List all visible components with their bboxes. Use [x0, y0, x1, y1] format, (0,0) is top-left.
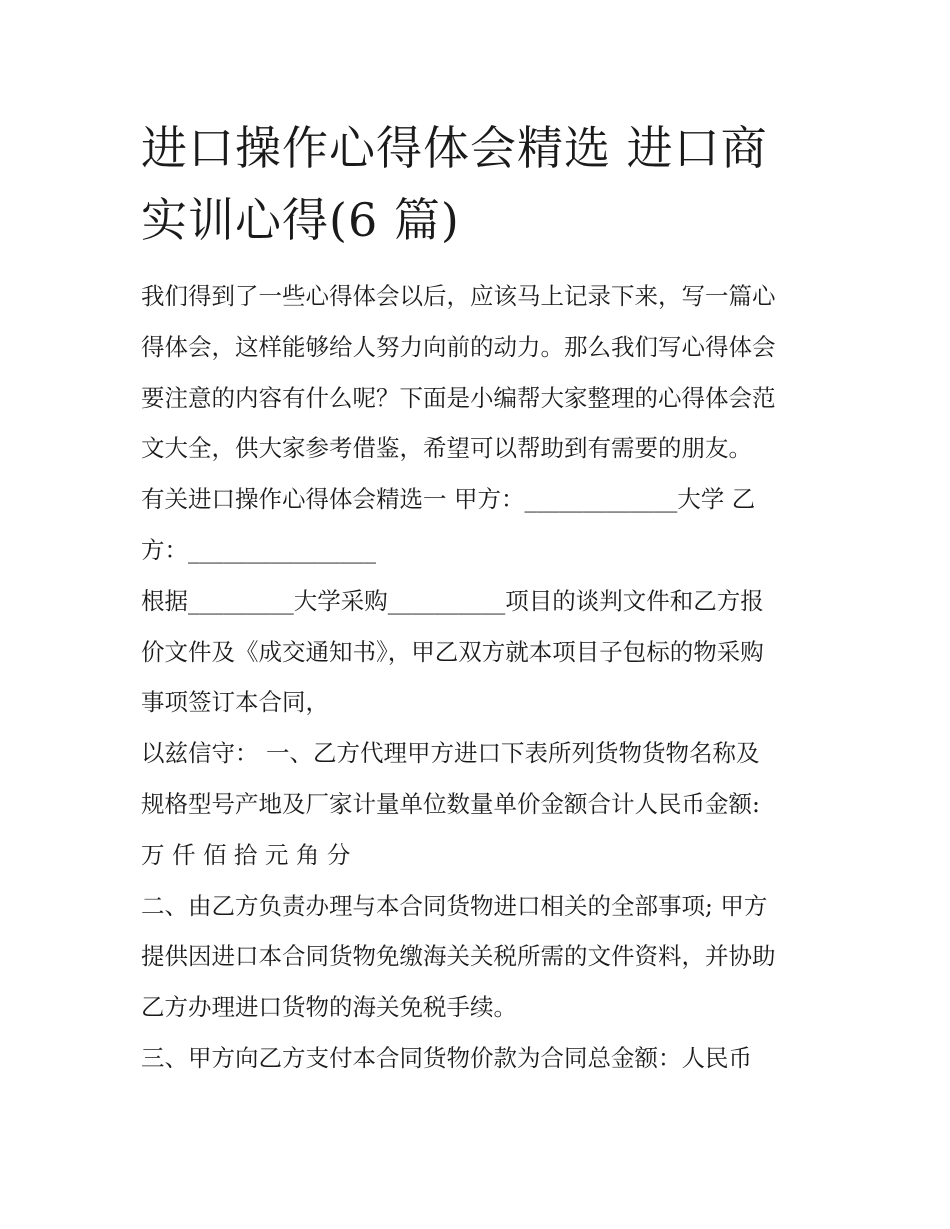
body-line: 三、甲方向乙方支付本合同货物价款为合同总金额：人民币 [141, 1043, 752, 1072]
body-line: 二、由乙方负责办理与本合同货物进口相关的全部事项; 甲方 [141, 891, 768, 920]
body-line: 我们得到了一些心得体会以后，应该马上记录下来，写一篇心 [141, 282, 776, 310]
body-line: 要注意的内容有什么呢？下面是小编帮大家整理的心得体会范 [141, 383, 776, 412]
body-line: 根据_________大学采购__________项目的谈判文件和乙方报 [141, 586, 764, 615]
body-line: 提供因进口本合同货物免缴海关关税所需的文件资料，并协助 [141, 942, 776, 971]
body-line: 规格型号产地及厂家计量单位数量单价金额合计人民币金额: [141, 789, 760, 818]
title-line-1: 进口操作心得体会精选 进口商 [141, 121, 768, 175]
body-line: 乙方办理进口货物的海关免税手续。 [141, 993, 517, 1022]
body-line: 事项签订本合同， [141, 688, 329, 717]
document-title [141, 112, 821, 256]
document-page [141, 112, 821, 1084]
body-line: 有关进口操作心得体会精选一 甲方：_____________大学 乙 [141, 485, 756, 514]
document-body [141, 271, 821, 1084]
body-line: 文大全，供大家参考借鉴，希望可以帮助到有需要的朋友。 [141, 434, 752, 463]
body-line: 方：________________ [141, 535, 376, 564]
body-line: 价文件及《成交通知书》，甲乙双方就本项目子包标的物采购 [141, 637, 764, 666]
body-line: 得体会，这样能够给人努力向前的动力。那么我们写心得体会 [141, 332, 776, 361]
body-line: 以兹信守： 一、乙方代理甲方进口下表所列货物货物名称及 [141, 739, 760, 768]
body-line: 万 仟 佰 拾 元 角 分 [141, 840, 351, 869]
title-line-2: 实训心得(6 篇) [141, 193, 460, 247]
